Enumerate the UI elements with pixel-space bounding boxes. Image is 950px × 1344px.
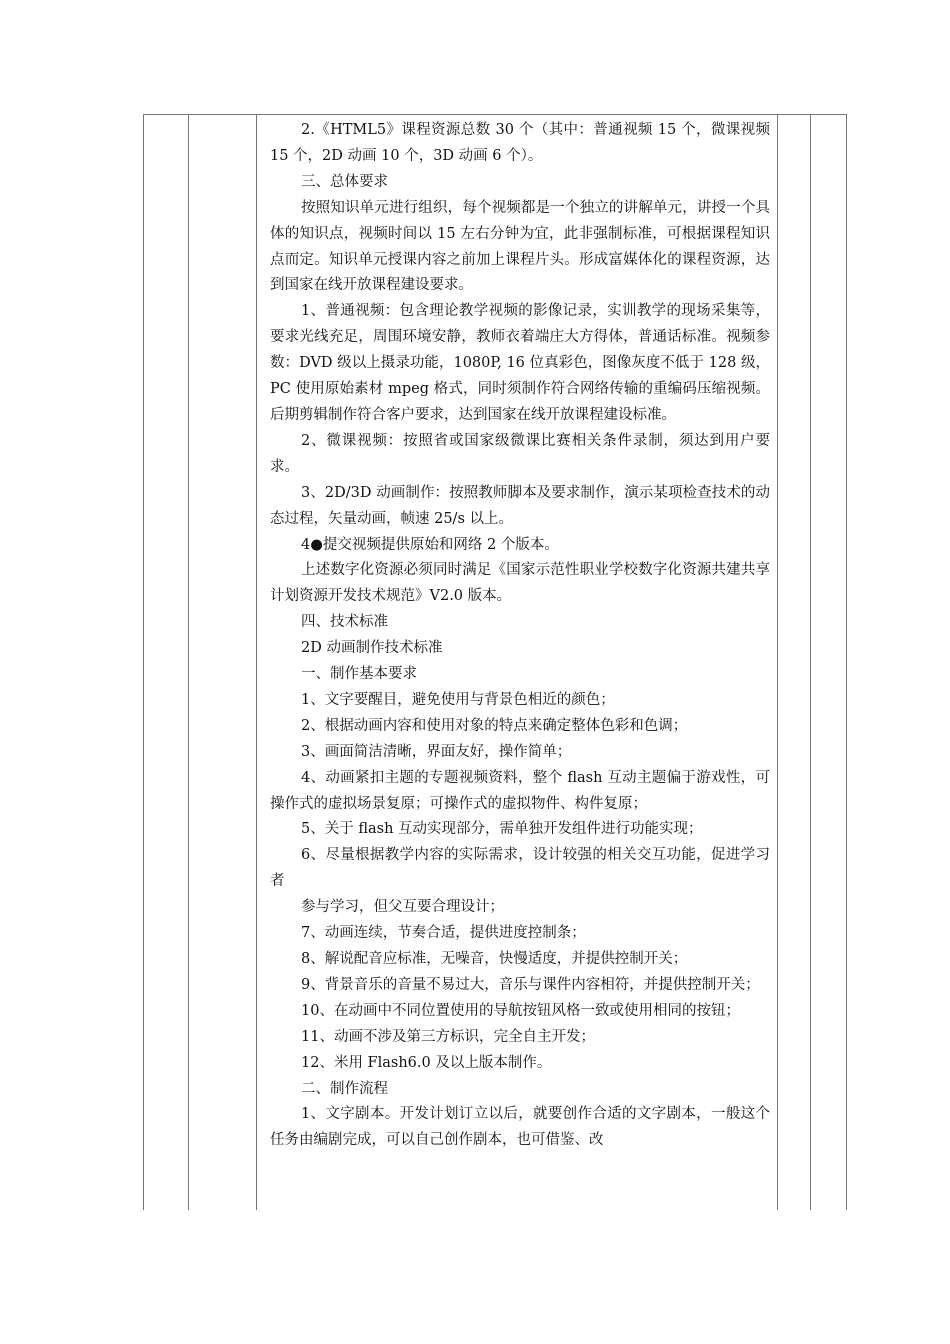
paragraph: 4●提交视频提供原始和网络 2 个版本。 <box>301 536 559 553</box>
table-cell-content <box>270 118 770 1208</box>
paragraph: 按照知识单元进行组织，每个视频都是一个独立的讲解单元，讲授一个具体的知识点，视频时间以 15 左右分钟为宜，此非强制标准，可根据课程知识点而定。知识单元授课内容之前加上课程片头。形成富媒体化的课程资源，达到国家在线开放课程建设要求。 <box>270 199 770 294</box>
paragraph: 9、背景音乐的音量不易过大，音乐与课件内容相符，并提供控制开关； <box>301 976 760 993</box>
paragraph: 参与学习，但父互要合理设计； <box>301 899 504 916</box>
paragraph: 一、制作基本要求 <box>301 666 417 683</box>
paragraph: 11、动画不涉及第三方标识，完全自主开发； <box>301 1028 595 1045</box>
paragraph: 3、画面简洁清晰，界面友好，操作简单； <box>301 743 572 760</box>
table-border-right <box>846 114 847 1210</box>
paragraph: 2D 动画制作技术标准 <box>301 640 443 657</box>
paragraph: 10、在动画中不同位置使用的导航按钮风格一致或使用相同的按钮； <box>301 1002 740 1019</box>
paragraph: 3、2D/3D 动画制作：按照教师脚本及要求制作，演示某项检查技术的动态过程，矢量动画，帧速 25/s 以上。 <box>270 484 770 527</box>
paragraph: 8、解说配音应标准，无噪音，快慢适度，并提供控制开关； <box>301 951 688 967</box>
paragraph: 2、根据动画内容和使用对象的特点来确定整体色彩和色调； <box>301 717 688 734</box>
paragraph: 2.《HTML5》课程资源总数 30 个（其中：普通视频 15 个，微课视频 15 个，2D 动画 10 个，3D 动画 6 个）。 <box>270 122 770 164</box>
table-border-left <box>143 114 144 1210</box>
paragraph: 6、尽量根据教学内容的实际需求，设计较强的相关交互功能，促进学习者 <box>270 847 770 890</box>
table-column-divider <box>777 114 778 1210</box>
paragraph: 4、动画紧扣主题的专题视频资料，整个 flash 互动主题偏于游戏性，可操作式的虚拟场景复原；可操作式的虚拟物件、构件复原； <box>270 769 770 812</box>
paragraph: 四、技术标准 <box>301 614 388 631</box>
table-column-divider <box>810 114 811 1210</box>
table-column-divider <box>256 114 257 1210</box>
paragraph: 5、关于 flash 互动实现部分，需单独开发组件进行功能实现； <box>301 821 703 838</box>
paragraph: 二、制作流程 <box>301 1080 388 1097</box>
paragraph: 上述数字化资源必须同时满足《国家示范性职业学校数字化资源共建共享计划资源开发技术规范》V2.0 版本。 <box>270 562 770 605</box>
paragraph: 12、米用 Flash6.0 及以上版本制作。 <box>301 1054 552 1071</box>
paragraph: 1、文字要醒目，避免使用与背景色相近的颜色； <box>301 691 615 708</box>
paragraph: 三、总体要求 <box>301 173 388 190</box>
paragraph: 7、动画连续，节奏合适，提供进度控制条； <box>301 925 586 942</box>
paragraph: 1、普通视频：包含理论教学视频的影像记录，实训教学的现场采集等，要求光线充足，周围环境安静，教师衣着端庄大方得体，普通话标准。视频参数：DVD 级以上摄录功能，1080P, 16 位真彩色，图像灰度不低于 128 级，PC 使用原始素材 mpeg 格式，同时须制作符合网络传输的重编码压缩视频。后期剪辑制作符合客户要求，达到国家在线开放课程建设标准。 <box>270 303 770 423</box>
paragraph: 1、文字剧本。开发计划订立以后，就要创作合适的文字剧本，一般这个任务由编剧完成，可以自己创作剧本，也可借鉴、改 <box>270 1106 770 1149</box>
paragraph: 2、微课视频：按照省或国家级微课比赛相关条件录制，须达到用户要求。 <box>270 432 770 475</box>
table-top-border <box>143 114 846 115</box>
table-column-divider <box>188 114 189 1210</box>
